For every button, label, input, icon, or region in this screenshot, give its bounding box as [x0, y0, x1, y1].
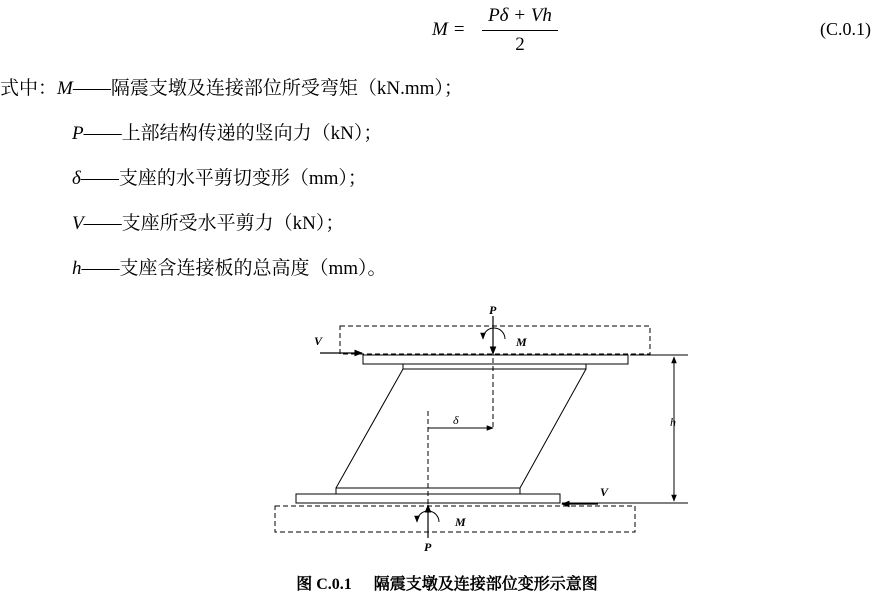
symbol-p: P: [72, 123, 84, 144]
symbol-delta: δ: [72, 168, 81, 189]
definition-row-p: [72, 119, 382, 149]
symbol-v: V: [72, 213, 84, 234]
p-bottom-label: P: [424, 540, 432, 554]
figure-title: 隔震支墩及连接部位变形示意图: [373, 576, 598, 593]
h-label: h: [670, 415, 676, 429]
symbol-h: h: [72, 258, 82, 279]
definition-text-p: ——上部结构传递的竖向力（kN）；: [83, 123, 383, 144]
m-top-label: M: [516, 335, 527, 349]
top-flange: [403, 364, 586, 369]
p-top-label: P: [489, 303, 497, 317]
v-bottom-label: V: [600, 485, 609, 499]
top-dashed-box: [340, 326, 650, 354]
symbol-m: M: [57, 78, 73, 99]
formula-denominator: 2: [515, 34, 525, 55]
delta-label: δ: [453, 413, 459, 427]
definition-row-delta: [72, 164, 367, 194]
definition-row-v: [72, 209, 344, 239]
definition-text-m: ——隔震支墩及连接部位所受弯矩（kN.mm）；: [72, 78, 463, 99]
formula-fraction: [482, 4, 558, 59]
definition-text-h: ——支座含连接板的总高度（mm）。: [81, 258, 387, 279]
formula-c01: [432, 4, 572, 64]
figure-number: 图 C.0.1: [296, 576, 352, 593]
m-top-arc: [483, 328, 505, 339]
isolation-bearing-figure: [260, 296, 710, 563]
definition-text-delta: ——支座的水平剪切变形（mm）；: [80, 168, 367, 189]
figure-caption: [0, 571, 894, 594]
v-top-label: V: [314, 334, 323, 348]
formula-lhs: M =: [432, 19, 466, 40]
definition-text-v: ——支座所受水平剪力（kN）；: [83, 213, 345, 234]
formula-numerator: Pδ + Vh: [482, 4, 558, 31]
m-bottom-label: M: [455, 515, 466, 529]
equation-number: (C.0.1): [820, 19, 871, 39]
bearing-deformation-diagram: [260, 296, 710, 558]
definition-row-h: [72, 254, 387, 284]
top-connecting-plate: [363, 355, 628, 364]
definitions-intro: 式中：: [0, 78, 58, 99]
definition-row-m: [0, 74, 463, 104]
